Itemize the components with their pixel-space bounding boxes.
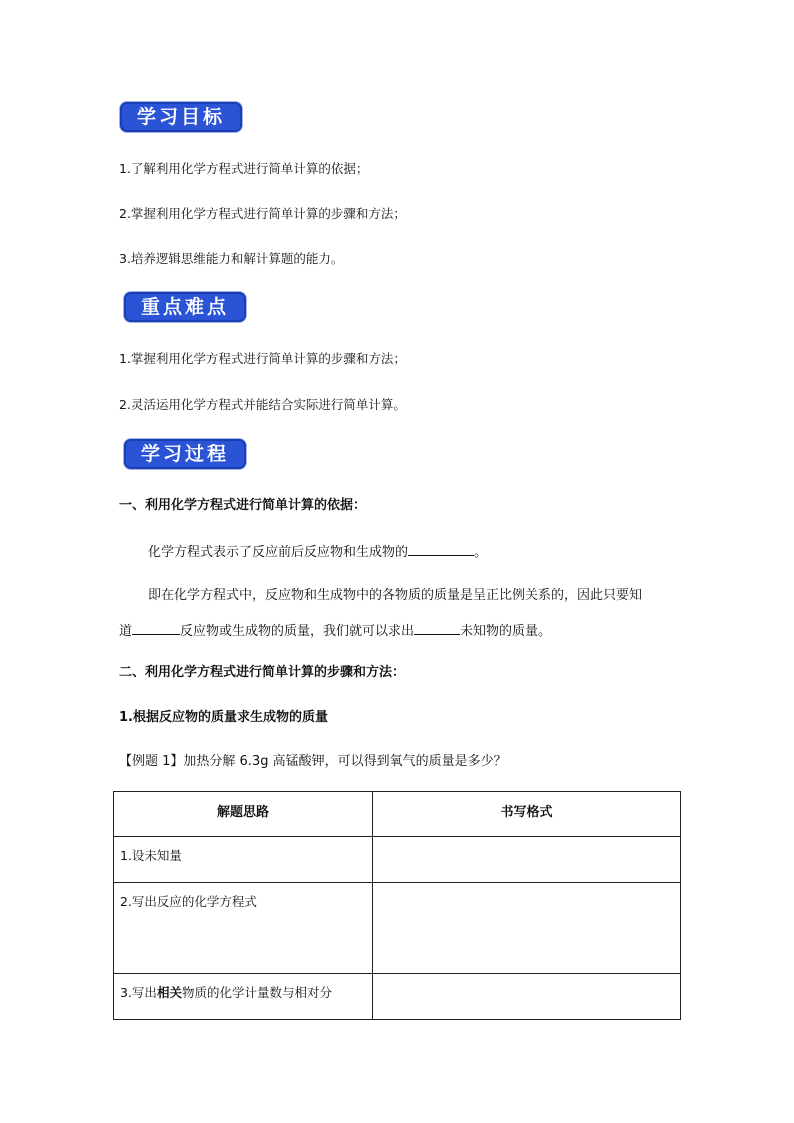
step-text-suffix: 物质的化学计量数与相对分 (181, 985, 332, 1000)
paragraph-1-text: 化学方程式表示了反应前后反应物和生成物的 (148, 545, 409, 560)
example-question: 【例题 1】加热分解 6.3g 高锰酸钾，可以得到氧气的质量是多少？ (119, 754, 507, 769)
table-row (114, 837, 681, 883)
format-cell[interactable] (373, 837, 681, 883)
paragraph-2-line-2 (119, 620, 551, 641)
section-badge-process: 学习过程 (124, 439, 246, 469)
format-cell[interactable] (373, 974, 681, 1020)
solution-table (113, 791, 681, 1020)
step-cell (114, 974, 373, 1020)
fill-blank[interactable] (132, 620, 180, 635)
fill-blank[interactable] (414, 620, 460, 635)
key-point-item: 2.灵活运用化学方程式并能结合实际进行简单计算。 (119, 397, 406, 412)
table-row (114, 974, 681, 1020)
section-badge-key-points: 重点难点 (124, 292, 246, 322)
format-cell[interactable] (373, 883, 681, 974)
paragraph-1 (148, 541, 487, 562)
step-cell: 1.设未知量 (114, 837, 373, 883)
paragraph-2-text-b: 反应物或生成物的质量，我们就可以求出 (180, 624, 415, 639)
table-header-format: 书写格式 (373, 792, 681, 837)
key-point-item: 1.掌握利用化学方程式进行简单计算的步骤和方法； (119, 351, 406, 366)
table-row (114, 883, 681, 974)
sub1-heading: 1.根据反应物的质量求生成物的质量 (119, 710, 328, 725)
fill-blank[interactable] (408, 541, 474, 556)
section-badge-objectives: 学习目标 (120, 102, 242, 132)
objective-item: 1.了解利用化学方程式进行简单计算的依据； (119, 161, 369, 176)
step-cell: 2.写出反应的化学方程式 (114, 883, 373, 974)
paragraph-2-text-c: 未知物的质量。 (460, 624, 552, 639)
table-header-row (114, 792, 681, 837)
paragraph-2-line-1: 即在化学方程式中，反应物和生成物中的各物质的质量是呈正比例关系的，因此只要知 (148, 588, 643, 603)
table-header-approach: 解题思路 (114, 792, 373, 837)
objective-item: 2.掌握利用化学方程式进行简单计算的步骤和方法； (119, 206, 406, 221)
part2-heading: 二、利用化学方程式进行简单计算的步骤和方法： (119, 665, 406, 680)
part1-heading: 一、利用化学方程式进行简单计算的依据： (119, 498, 367, 513)
step-text-bold: 相关 (156, 985, 182, 1000)
step-text-prefix: 3.写出 (120, 985, 157, 1000)
paragraph-2-text-a: 道 (119, 624, 133, 639)
paragraph-1-end: 。 (474, 545, 488, 560)
objective-item: 3.培养逻辑思维能力和解计算题的能力。 (119, 251, 344, 266)
